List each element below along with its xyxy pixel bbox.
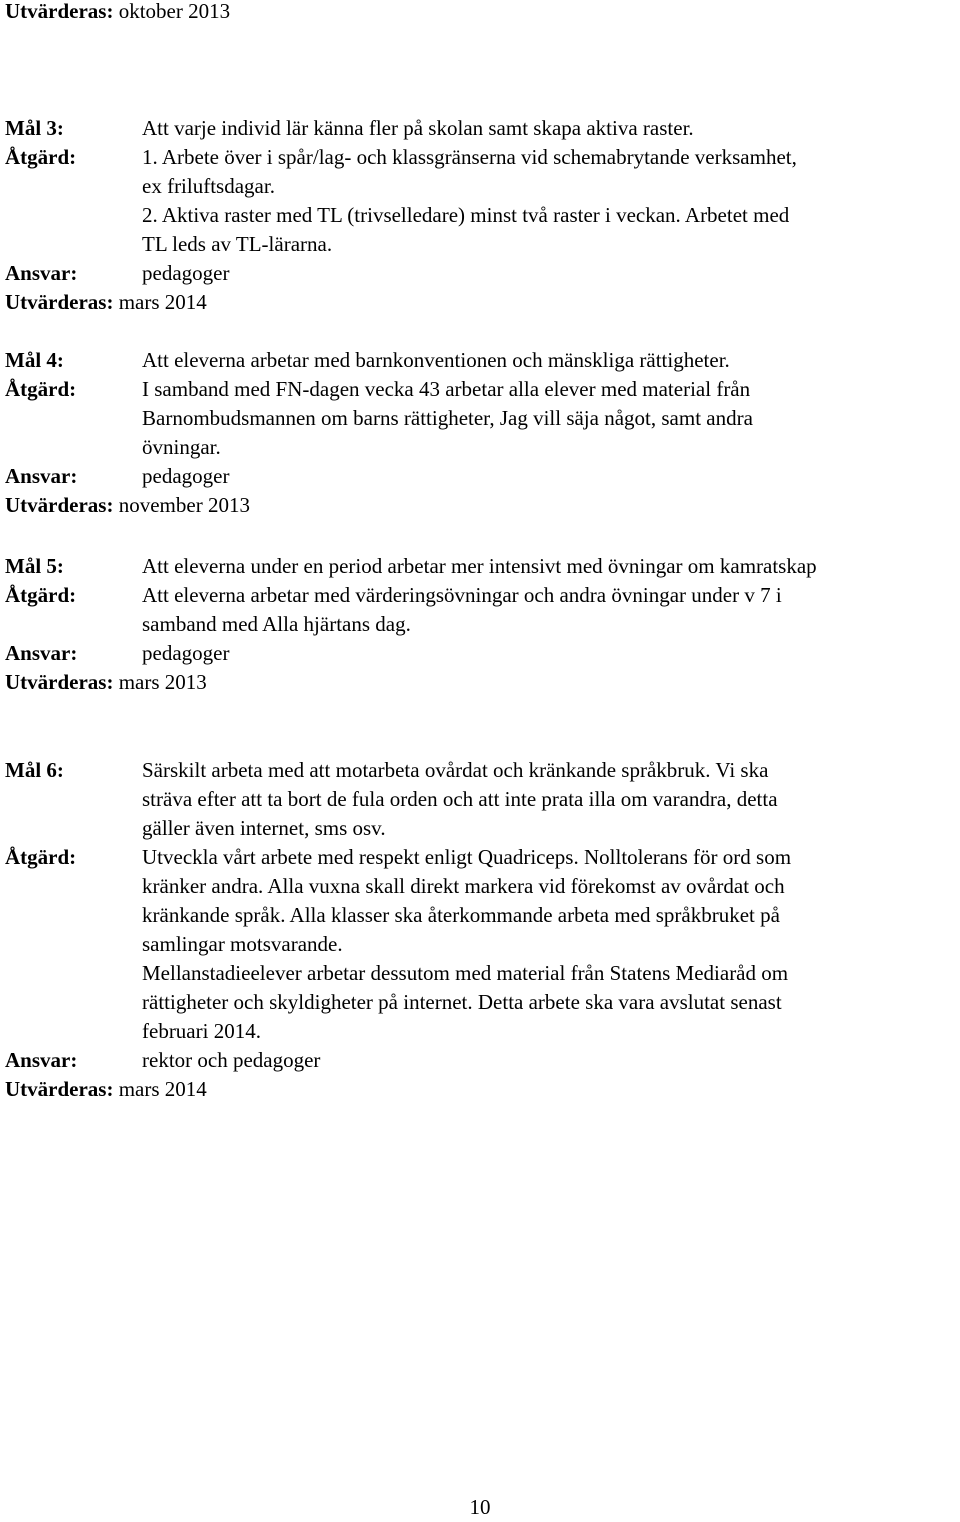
atgard-line: kränker andra. Alla vuxna skall direkt markera vid förekomst av ovårdat och (142, 874, 785, 898)
atgard-label: Åtgärd: (5, 845, 77, 869)
atgard-line: Utveckla vårt arbete med respekt enligt Quadriceps. Nolltolerans för ord som (142, 845, 792, 869)
atgard-line: Barnombudsmannen om barns rättigheter, Jag vill säja något, samt andra (142, 406, 753, 430)
utvarderas-line (5, 288, 207, 317)
utvarderas-line (5, 491, 250, 520)
top-utvarderas-line (5, 0, 230, 26)
atgard-text (142, 375, 960, 462)
utvarderas-label: Utvärderas: (5, 290, 114, 314)
utvarderas-line (5, 1075, 207, 1104)
atgard-label: Åtgärd: (5, 583, 77, 607)
utvarderas-value: oktober 2013 (118, 0, 231, 23)
utvarderas-value: mars 2014 (118, 290, 207, 314)
atgard-line: 1. Arbete över i spår/lag- och klassgränserna vid schemabrytande verksamhet, (142, 145, 797, 169)
atgard-line: kränkande språk. Alla klasser ska återkommande arbeta med språkbruket på (142, 903, 780, 927)
mal-line: gäller även internet, sms osv. (142, 816, 386, 840)
utvarderas-value: mars 2013 (118, 670, 207, 694)
atgard-text (142, 143, 960, 259)
utvarderas-value: mars 2014 (118, 1077, 207, 1101)
ansvar-value: pedagoger (142, 261, 230, 285)
page-number: 10 (469, 1495, 491, 1519)
atgard-line: 2. Aktiva raster med TL (trivselledare) minst två raster i veckan. Arbetet med (142, 203, 790, 227)
atgard-line: februari 2014. (142, 1019, 261, 1043)
mal-label: Mål 4: (5, 348, 64, 372)
utvarderas-label: Utvärderas: (5, 670, 114, 694)
atgard-text (142, 843, 960, 1046)
ansvar-label: Ansvar: (5, 261, 78, 285)
utvarderas-label: Utvärderas: (5, 0, 114, 23)
atgard-line: ex friluftsdagar. (142, 174, 275, 198)
utvarderas-label: Utvärderas: (5, 493, 114, 517)
utvarderas-label: Utvärderas: (5, 1077, 114, 1101)
atgard-label: Åtgärd: (5, 145, 77, 169)
mal-text: Att eleverna arbetar med barnkonventionen och mänskliga rättigheter. (142, 348, 730, 372)
atgard-line: övningar. (142, 435, 221, 459)
ansvar-label: Ansvar: (5, 464, 78, 488)
mal-text: Att eleverna under en period arbetar mer intensivt med övningar om kamratskap (142, 554, 817, 578)
mal-label: Mål 5: (5, 554, 64, 578)
atgard-line: Att eleverna arbetar med värderingsövningar och andra övningar under v 7 i (142, 583, 782, 607)
atgard-line: samlingar motsvarande. (142, 932, 343, 956)
ansvar-label: Ansvar: (5, 1048, 78, 1072)
utvarderas-value: november 2013 (118, 493, 250, 517)
mal-text (142, 756, 960, 843)
ansvar-value: rektor och pedagoger (142, 1048, 321, 1072)
mal-line: Särskilt arbeta med att motarbeta ovårdat och kränkande språkbruk. Vi ska (142, 758, 769, 782)
atgard-line: TL leds av TL-lärarna. (142, 232, 333, 256)
mal-label: Mål 3: (5, 116, 64, 140)
mal-label: Mål 6: (5, 758, 64, 782)
ansvar-label: Ansvar: (5, 641, 78, 665)
atgard-line: samband med Alla hjärtans dag. (142, 612, 411, 636)
atgard-line: I samband med FN-dagen vecka 43 arbetar alla elever med material från (142, 377, 751, 401)
atgard-line: Mellanstadieelever arbetar dessutom med material från Statens Mediaråd om (142, 961, 789, 985)
atgard-label: Åtgärd: (5, 377, 77, 401)
utvarderas-line (5, 668, 207, 697)
ansvar-value: pedagoger (142, 464, 230, 488)
mal-line: sträva efter att ta bort de fula orden och att inte prata illa om varandra, detta (142, 787, 778, 811)
ansvar-value: pedagoger (142, 641, 230, 665)
atgard-text (142, 581, 960, 639)
atgard-line: rättigheter och skyldigheter på internet. Detta arbete ska vara avslutat senast (142, 990, 782, 1014)
mal-text: Att varje individ lär känna fler på skolan samt skapa aktiva raster. (142, 116, 694, 140)
